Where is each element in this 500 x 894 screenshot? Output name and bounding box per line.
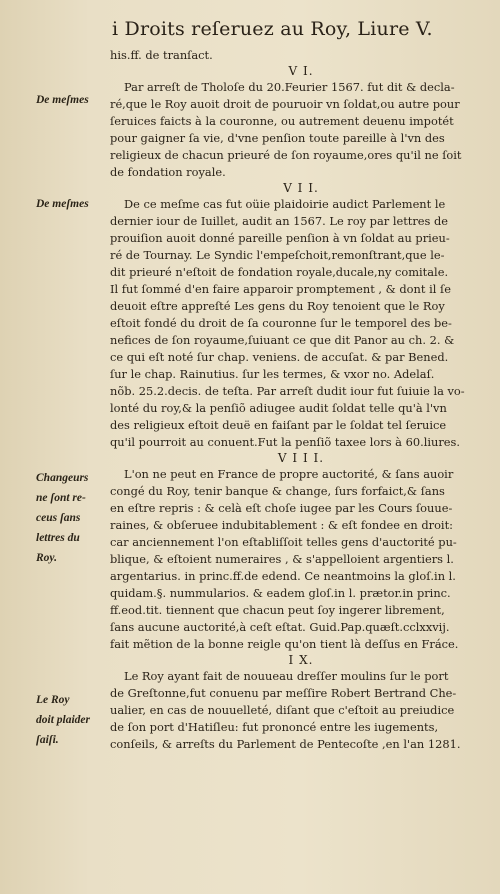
text-line: blique, & eſtoient numeraires , & s'appelloient argentiers l. [110,552,454,566]
running-head: i Droits reſeruez au Roy, Liure V. [112,18,433,40]
text-line: argentarius. in princ.ff.de edend. Ce neantmoins la gloſ.in l. [110,569,456,583]
text-line: de Greſtonne,fut conuenu par meſſire Robert Bertrand Che- [110,686,457,700]
section-heading: V I I I. [277,451,325,465]
section-heading: V I. [288,64,314,78]
margin-note-line: Changeurs [36,472,89,484]
section-heading: V I I. [283,181,319,195]
margin-note-line: ceus ſans [36,512,81,524]
text-line: ſans aucune auctorité,à ceſt eſtat. Guid.Pap.quæſt.cclxxvij. [110,620,450,634]
margin-note-line: Le Roy [36,694,70,706]
text-line: conſeils, & arreſts du Parlement de Pentecoſte ,en l'an 1281. [110,737,461,751]
text-line: Le Roy ayant fait de nouueau dreſſer moulins ſur le port [124,669,449,683]
text-line: Par arreſt de Tholoſe du 20.Feurier 1567. fut dit & decla- [124,80,455,94]
margin-note-line: Roy. [36,552,57,564]
text-line: prouiſion auoit donné pareille penſion à vn ſoldat au prieu- [110,231,450,245]
text-line: quidam.§. nummularios. & eadem gloſ.in l. prætor.in princ. [110,586,451,600]
continuation-line: his.ff. de tranſact. [110,48,213,62]
text-line: L'on ne peut en France de propre auctorité, & ſans auoir [124,467,454,481]
section-heading: I X. [288,653,314,667]
text-line: Il fut ſommé d'en faire apparoir promptement , & dont il ſe [110,282,451,296]
text-line: dernier iour de Iuillet, audit an 1567. Le roy par lettres de [110,214,449,228]
margin-note [36,468,108,568]
text-line: ré,que le Roy auoit droit de pouruoir vn ſoldat,ou autre pour [110,97,460,111]
margin-note [36,90,108,110]
text-line: pour gaigner ſa vie, d'vne penſion toute pareille à l'vn des [110,131,445,145]
margin-note-line: De meſmes [36,198,89,210]
text-line: ce qui eſt noté ſur chap. veniens. de accuſat. & par Bened. [110,350,449,364]
text-line: ré de Tournay. Le Syndic l'empeſchoit,remonſtrant,que le- [110,248,445,262]
text-line: ff.eod.tit. tiennent que chacun peut ſoy ingerer librement, [110,603,445,617]
margin-note-line: ne ſont re- [36,492,86,504]
text-line: nõb. 25.2.decis. de teſta. Par arreſt dudit iour fut ſuiuie la vo- [110,384,465,398]
text-line: de fondation royale. [110,165,226,179]
body-text [110,47,492,753]
text-line: raines, & obſeruee indubitablement : & eſt fondee en droit: [110,518,453,532]
margin-note-line: lettres du [36,532,80,544]
margin-note-line: doit plaider [36,714,90,726]
text-line: lonté du roy,& la penſiõ adiugee audit ſoldat telle qu'à l'vn [110,401,447,415]
margin-note-line: ſaiſi. [36,734,59,746]
text-line: en eſtre repris : & celà eſt choſe iugee par les Cours ſouue- [110,501,453,515]
text-line: fait mẽtion de la bonne reigle qu'on tient là deſſus en Fráce. [110,637,459,651]
text-line: religieux de chacun prieuré de ſon royaume,ores qu'il ne ſoit [110,148,462,162]
text-line: deuoit eſtre appreſté Les gens du Roy tenoient que le Roy [110,299,445,313]
text-line: de ſon port d'Hatiſleu: fut prononcé entre les iugements, [110,720,439,734]
text-line: De ce meſme cas fut oüie plaidoirie audict Parlement le [124,197,446,211]
text-line: nefices de ſon royaume,ſuiuant ce que dit Panor au ch. 2. & [110,333,455,347]
text-line: ſeruices faicts à la couronne, ou autrement deuenu impotét [110,114,454,128]
text-line: eſtoit fondé du droit de ſa couronne ſur le temporel des be- [110,316,452,330]
margin-note [36,690,108,750]
margin-note-line: De meſmes [36,94,89,106]
text-line: ſur le chap. Rainutius. ſur les termes, & vxor no. Adelaſ. [110,367,435,381]
text-line: dit prieuré n'eſtoit de fondation royale,ducale,ny comitale. [110,265,449,279]
text-line: car anciennement l'on eſtabliſſoit telles gens d'auctorité pu- [110,535,457,549]
text-line: des religieux eſtoit deuë en faiſant par le ſoldat tel ſeruice [110,418,447,432]
margin-note [36,194,108,214]
text-line: ualier, en cas de nouuelleté, diſant que c'eſtoit au preiudice [110,703,455,717]
text-line: congé du Roy, tenir banque & change, ſurs forfaict,& ſans [110,484,445,498]
text-line: qu'il pourroit au conuent.Fut la penſiõ taxee lors à 60.liures. [110,435,460,449]
